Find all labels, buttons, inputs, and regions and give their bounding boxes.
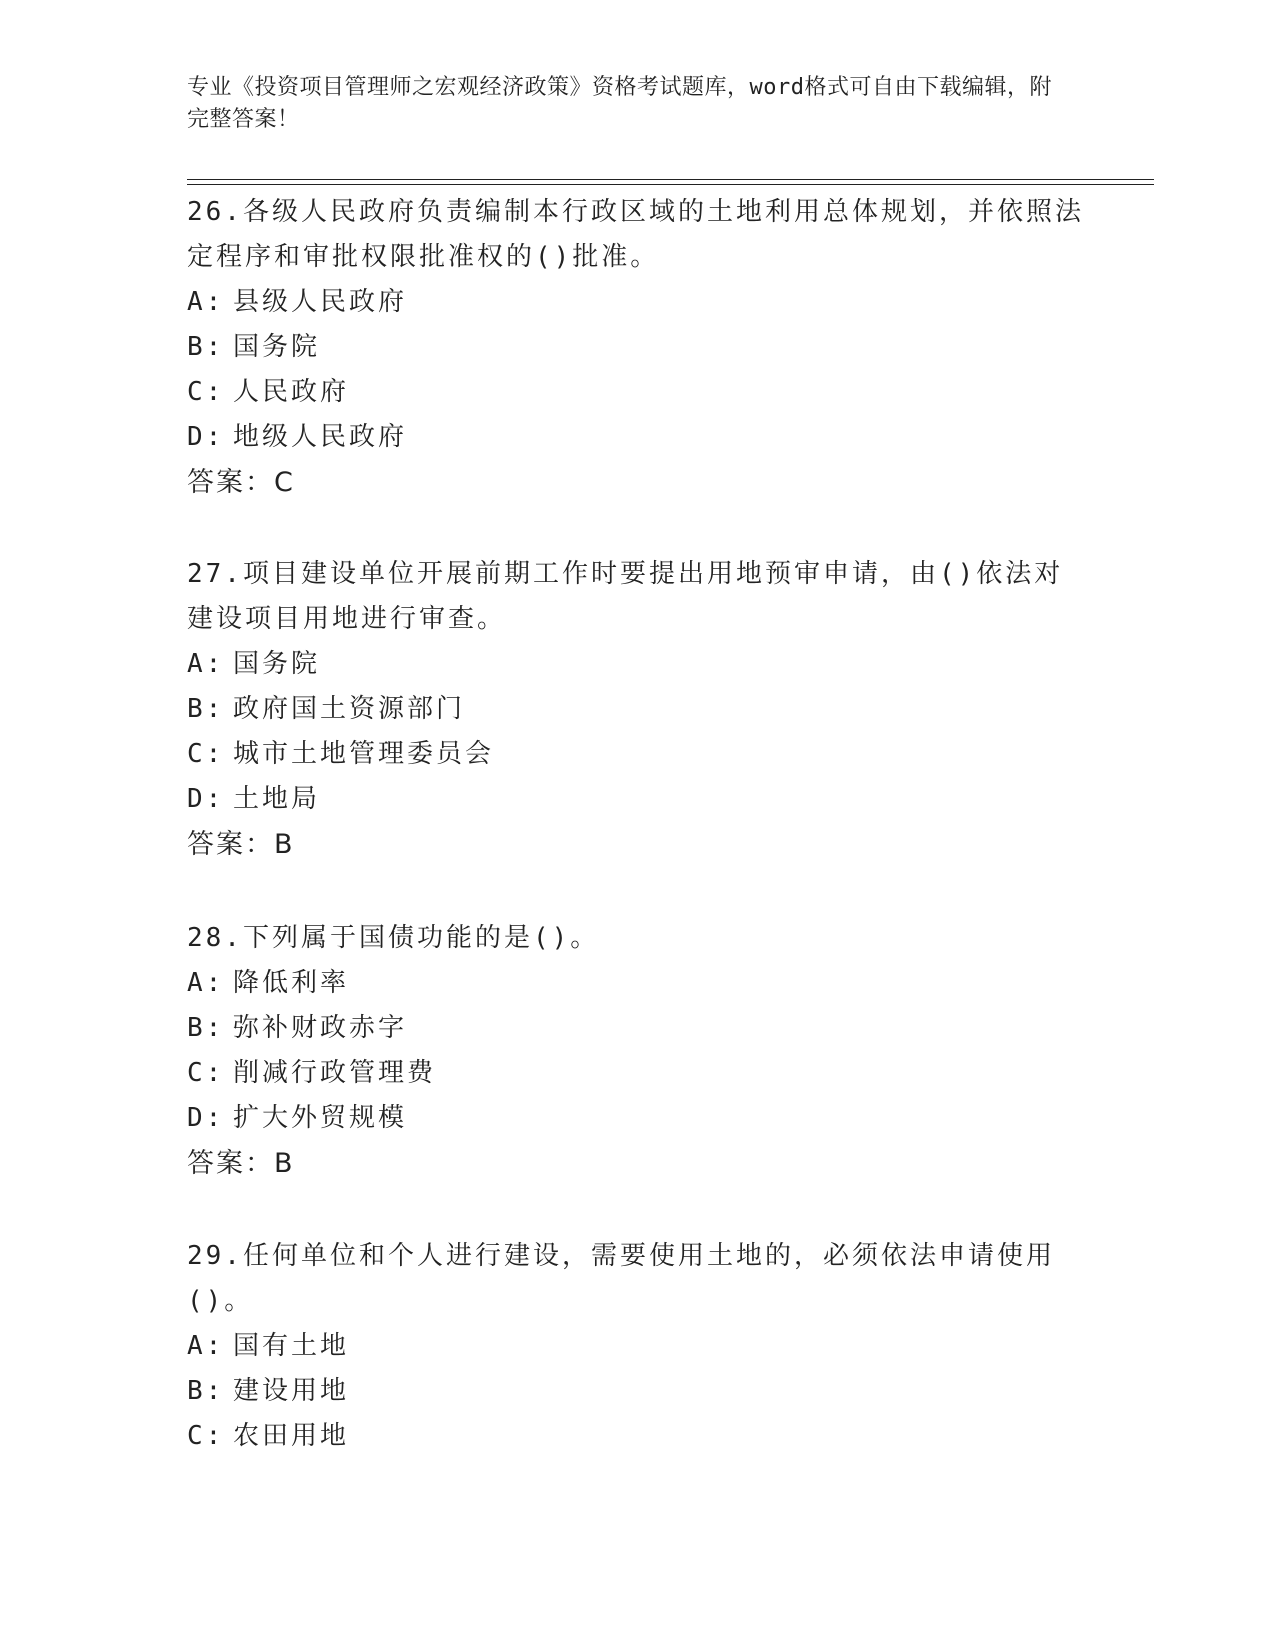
header-divider-top <box>187 179 1154 180</box>
option-text: 人民政府 <box>233 377 350 407</box>
option-key: A: <box>187 968 225 998</box>
option-key: C: <box>187 377 225 407</box>
question-stem: 26.各级人民政府负责编制本行政区域的土地利用总体规划，并依照法定程序和审批权限批准权的()批准。 <box>187 197 1084 272</box>
option-text: 城市土地管理委员会 <box>233 739 495 769</box>
option-text: 弥补财政赤字 <box>233 1013 408 1043</box>
question-26 <box>187 190 1087 505</box>
option-text: 降低利率 <box>233 968 350 998</box>
answer: 答案：B <box>187 829 295 860</box>
question-stem: 27.项目建设单位开展前期工作时要提出用地预审申请，由()依法对建设项目用地进行审查。 <box>187 559 1064 634</box>
option-c <box>187 1051 1087 1096</box>
option-key: C: <box>187 1421 225 1451</box>
option-text: 扩大外贸规模 <box>233 1103 408 1133</box>
option-key: D: <box>187 784 225 814</box>
option-key: A: <box>187 287 225 317</box>
question-29 <box>187 1234 1087 1459</box>
option-text: 建设用地 <box>233 1376 350 1406</box>
option-c <box>187 370 1087 415</box>
option-a <box>187 280 1087 325</box>
option-b <box>187 687 1087 732</box>
option-key: C: <box>187 739 225 769</box>
question-stem: 29.任何单位和个人进行建设，需要使用土地的，必须依法申请使用()。 <box>187 1241 1055 1316</box>
option-a <box>187 642 1087 687</box>
answer: 答案：B <box>187 1148 295 1179</box>
option-b <box>187 325 1087 370</box>
option-c <box>187 1414 1087 1459</box>
document-intro: 专业《投资项目管理师之宏观经济政策》资格考试题库，word格式可自由下载编辑，附完整答案！ <box>187 75 1052 132</box>
option-text: 县级人民政府 <box>233 287 408 317</box>
option-d <box>187 415 1087 460</box>
option-a <box>187 1324 1087 1369</box>
option-d <box>187 1096 1087 1141</box>
option-text: 削减行政管理费 <box>233 1058 437 1088</box>
option-key: B: <box>187 1013 225 1043</box>
option-b <box>187 1369 1087 1414</box>
option-text: 土地局 <box>233 784 321 814</box>
option-key: D: <box>187 1103 225 1133</box>
option-a <box>187 961 1087 1006</box>
question-28 <box>187 916 1087 1186</box>
option-d <box>187 777 1087 822</box>
option-text: 农田用地 <box>233 1421 350 1451</box>
header-divider-bottom <box>187 184 1154 185</box>
answer: 答案：C <box>187 467 295 498</box>
option-key: B: <box>187 1376 225 1406</box>
question-27 <box>187 552 1087 867</box>
question-stem: 28.下列属于国债功能的是()。 <box>187 923 600 953</box>
option-key: B: <box>187 694 225 724</box>
option-text: 国有土地 <box>233 1331 350 1361</box>
option-key: C: <box>187 1058 225 1088</box>
option-b <box>187 1006 1087 1051</box>
option-text: 政府国土资源部门 <box>233 694 466 724</box>
option-text: 地级人民政府 <box>233 422 408 452</box>
option-key: D: <box>187 422 225 452</box>
option-key: A: <box>187 649 225 679</box>
option-text: 国务院 <box>233 649 321 679</box>
option-key: A: <box>187 1331 225 1361</box>
option-key: B: <box>187 332 225 362</box>
option-c <box>187 732 1087 777</box>
option-text: 国务院 <box>233 332 321 362</box>
